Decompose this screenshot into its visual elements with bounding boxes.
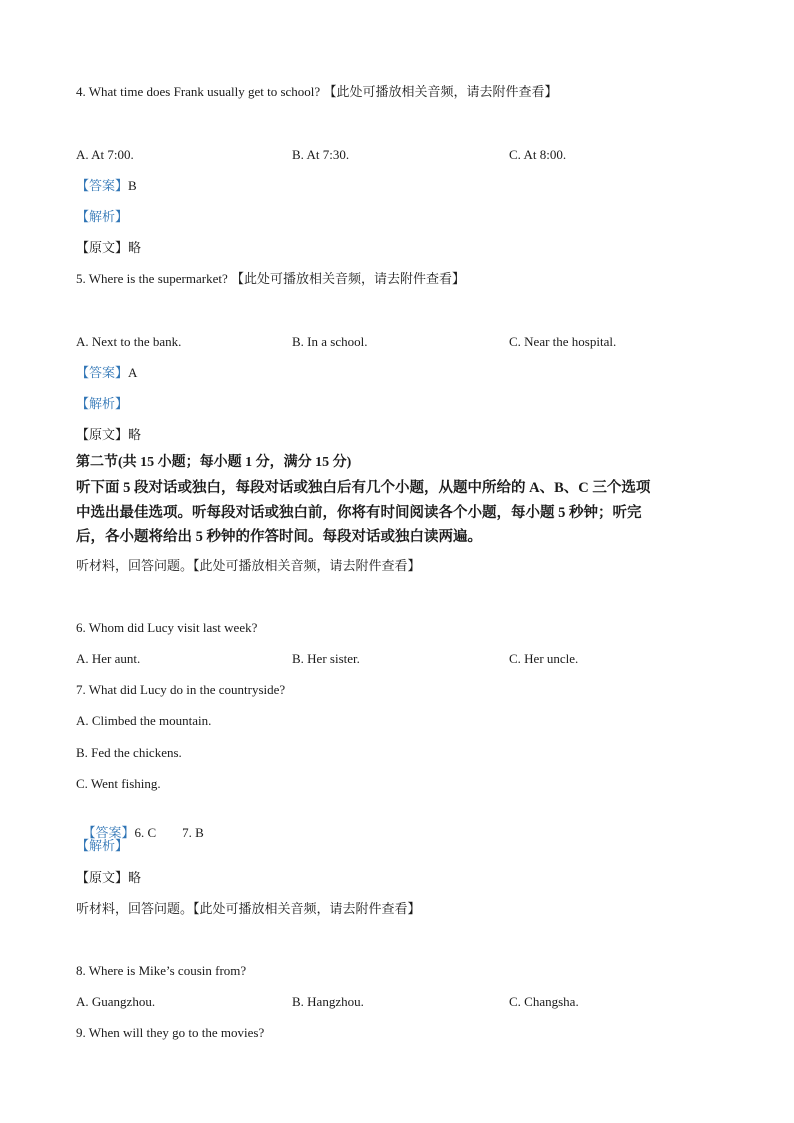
group1-prompt: 听材料，回答问题。【此处可播放相关音频，请去附件查看】 — [76, 558, 421, 573]
group1-original-row — [76, 869, 141, 887]
q8-option-c: C. Changsha. — [509, 994, 579, 1009]
q4-option-a: A. At 7:00. — [76, 147, 134, 162]
group1-original: 略 — [128, 870, 142, 885]
q4-original-row — [76, 239, 141, 257]
q4-question: 4. What time does Frank usually get to school? 【此处可播放相关音频，请去附件查看】 — [76, 84, 558, 99]
original-tag: 【原文】 — [76, 870, 129, 885]
q7-option-a: A. Climbed the mountain. — [76, 713, 212, 728]
q5-analysis-row — [76, 395, 128, 413]
q4-answer-row — [76, 177, 137, 195]
q6-question: 6. Whom did Lucy visit last week? — [76, 620, 258, 635]
analysis-tag: 【解析】 — [76, 396, 129, 411]
q5-option-a: A. Next to the bank. — [76, 334, 182, 349]
section2-instruction-3: 后，各小题将给出 5 秒钟的作答时间。每段对话或独白读两遍。 — [76, 529, 482, 545]
q5-original-row — [76, 426, 141, 444]
q6-option-b: B. Her sister. — [292, 651, 360, 666]
q6-option-c: C. Her uncle. — [509, 651, 579, 666]
analysis-tag: 【解析】 — [76, 209, 129, 224]
q5-question: 5. Where is the supermarket? 【此处可播放相关音频，请去附件查看】 — [76, 271, 465, 286]
original-tag: 【原文】 — [76, 427, 129, 442]
group1-answer: 6. C 7. B — [134, 825, 204, 840]
q5-answer-row — [76, 364, 137, 382]
q7-option-b: B. Fed the chickens. — [76, 745, 182, 760]
answer-tag: 【答案】 — [76, 365, 129, 380]
q7-option-c: C. Went fishing. — [76, 776, 161, 791]
original-tag: 【原文】 — [76, 240, 129, 255]
answer-tag: 【答案】 — [82, 825, 135, 840]
section2-instruction-1: 听下面 5 段对话或独白，每段对话或独白后有几个小题，从题中所给的 A、B、C 三个选项 — [76, 480, 651, 496]
section2-instruction-2: 中选出最佳选项。听每段对话或独白前，你将有时间阅读各个小题，每小题 5 秒钟；听完 — [76, 505, 642, 521]
q5-option-b: B. In a school. — [292, 334, 368, 349]
q4-answer: B — [128, 178, 137, 193]
q8-option-a: A. Guangzhou. — [76, 994, 156, 1009]
analysis-tag: 【解析】 — [76, 838, 129, 853]
q5-answer: A — [128, 365, 138, 380]
group1-analysis-row — [76, 837, 128, 855]
q8-question: 8. Where is Mike’s cousin from? — [76, 963, 247, 978]
group2-prompt: 听材料，回答问题。【此处可播放相关音频，请去附件查看】 — [76, 901, 421, 916]
q4-option-b: B. At 7:30. — [292, 147, 350, 162]
q7-question: 7. What did Lucy do in the countryside? — [76, 682, 286, 697]
q4-option-c: C. At 8:00. — [509, 147, 567, 162]
q5-original: 略 — [128, 427, 142, 442]
q9-question: 9. When will they go to the movies? — [76, 1025, 265, 1040]
answer-tag: 【答案】 — [76, 178, 129, 193]
q8-option-b: B. Hangzhou. — [292, 994, 364, 1009]
q5-option-c: C. Near the hospital. — [509, 334, 617, 349]
q4-analysis-row — [76, 208, 128, 226]
q4-original: 略 — [128, 240, 142, 255]
q6-option-a: A. Her aunt. — [76, 651, 141, 666]
section2-title: 第二节(共 15 小题；每小题 1 分，满分 15 分) — [76, 455, 352, 470]
